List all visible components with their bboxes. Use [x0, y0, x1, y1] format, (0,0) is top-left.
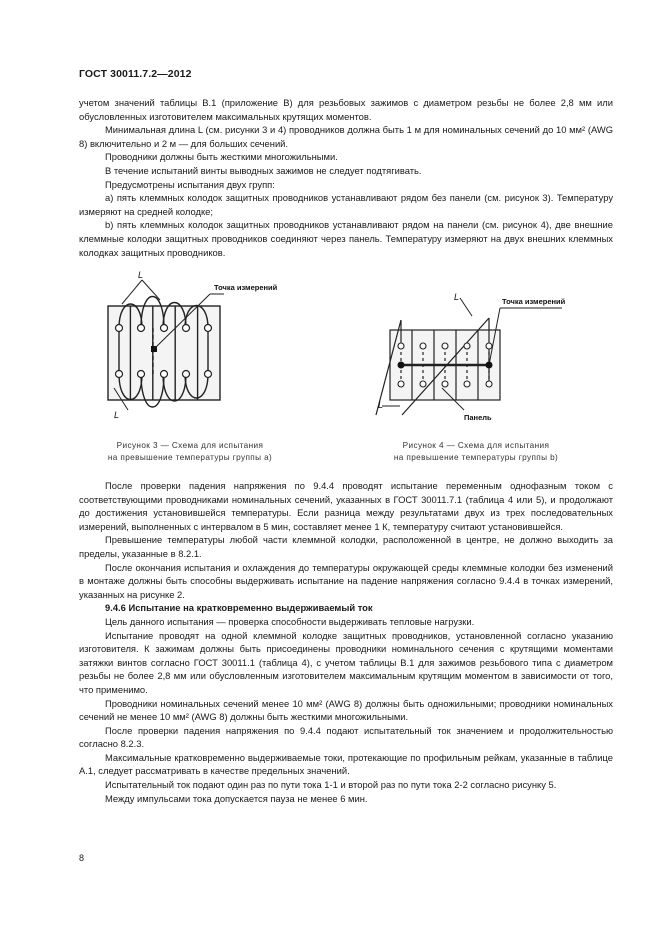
document-header: ГОСТ 30011.7.2—2012: [79, 68, 192, 80]
paragraph: Минимальная длина L (см. рисунки 3 и 4) проводников должна быть 1 м для номинальных сечений до 10 мм² (AWG 8) включительно и 2 м — для больших сечений.: [79, 124, 613, 149]
figure-3-diagram: [100, 268, 340, 433]
paragraph: Испытательный ток подают один раз по пути тока 1-1 и второй раз по пути тока 2-2 согласно рисунку 5.: [105, 779, 557, 791]
paragraph: Превышение температуры любой части клеммной колодки, расположенной в центре, не должно выходить за пределы, указанные в 8.2.1.: [79, 534, 613, 559]
paragraph: После окончания испытания и охлаждения до температуры окружающей среды клеммные колодки без изменений в монтаже должны быть способны выдерживать испытание на падение напряжения согласно 9.4.4 в точках измерений, указанных на рисунке 2.: [79, 561, 613, 600]
paragraph: b) пять клеммных колодок защитных проводников устанавливают рядом на панели (см. рисунок 4), две внешние клеммные колодки защитных проводников соединяют через панель. Температуру измеряют на двух внешних клеммных колодках защитных проводников.: [79, 219, 613, 258]
paragraph: Между импульсами тока допускается пауза не менее 6 мин.: [105, 792, 368, 804]
figure-3-caption: [100, 440, 280, 464]
body-text-block: [79, 479, 613, 805]
section-heading: 9.4.6 Испытание на кратковременно выдерживаемый ток: [105, 602, 373, 614]
label-L: L: [454, 292, 460, 302]
caption-line: на превышение температуры группы b): [393, 453, 559, 462]
paragraph: Максимальные кратковременно выдерживаемые токи, протекающие по профильным рейкам, указанные в таблице А.1, следует рассматривать в качестве предельных значений.: [79, 751, 613, 777]
measurement-point: [486, 362, 493, 369]
paragraph: Испытание проводят на одной клеммной колодке защитных проводников, установленной согласно указанию изготовителя. К зажимам должны быть присоединены проводники номинального сечения с крутящими моментами затяжки винтов согласно ГОСТ 30011.1 (таблица 4), с учетом таблицы В.1 для зажимов резьбового типа с диаметром резьбы не более 2,8 мм или обусловленным изготовителем максимальным крутящим моментом в зависимости от того, что применимо.: [79, 629, 613, 695]
caption-line: Рисунок 3 — Схема для испытания: [116, 441, 264, 450]
top-text-block: [79, 96, 613, 259]
label-L: L: [138, 270, 144, 280]
figure-4-diagram: [372, 290, 602, 425]
paragraph: учетом значений таблицы В.1 (приложение В) для резьбовых зажимов с диаметром резьбы не более 2,8 мм или обусловленных изготовителем максимальных крутящих моментов.: [79, 97, 613, 122]
label-measurement-point: Точка измерений: [502, 297, 566, 306]
paragraph: Проводники номинальных сечений менее 10 мм² (AWG 8) должны быть одножильными; проводники номинальных сечений не менее 10 мм² (AWG 8) должны быть жесткими многожильными.: [79, 697, 613, 723]
paragraph: В течение испытаний винты выводных зажимов не следует подтягивать.: [105, 164, 422, 176]
paragraph: После проверки падения напряжения по 9.4.4 проводят испытание переменным однофазным током с соответствующими проводниками номинальных сечений, указанных в ГОСТ 30011.7.1 (таблица 4 или 5), и продолжают до достижения установившейся температуры. Если разница между результатами двух из трех последовательных измерений, выполненных с интервалом в 5 мин, составляет менее 1 К, температуру считают установившейся.: [79, 480, 613, 532]
label-L: L: [114, 410, 120, 420]
paragraph: Предусмотрены испытания двух групп:: [105, 178, 275, 190]
paragraph: а) пять клеммных колодок защитных проводников устанавливают рядом без панели (см. рисунок 3). Температуру измеряют на средней колодке;: [79, 192, 613, 217]
figure-4-caption: [382, 440, 570, 464]
label-measurement-point: Точка измерений: [214, 283, 278, 292]
caption-line: Рисунок 4 — Схема для испытания: [402, 441, 550, 450]
measurement-point: [398, 362, 405, 369]
page-number: 8: [79, 853, 85, 863]
label-panel: Панель: [464, 413, 492, 422]
caption-line: на превышение температуры группы а): [107, 453, 273, 462]
label-L: L: [378, 400, 384, 410]
paragraph: Цель данного испытания — проверка способности выдерживать тепловые нагрузки.: [105, 615, 475, 627]
leader-line: [122, 280, 142, 304]
paragraph: После проверки падения напряжения по 9.4.4 подают испытательный ток значением и продолжительностью согласно 8.2.3.: [79, 724, 613, 750]
paragraph: Проводники должны быть жесткими многожильными.: [105, 151, 338, 163]
